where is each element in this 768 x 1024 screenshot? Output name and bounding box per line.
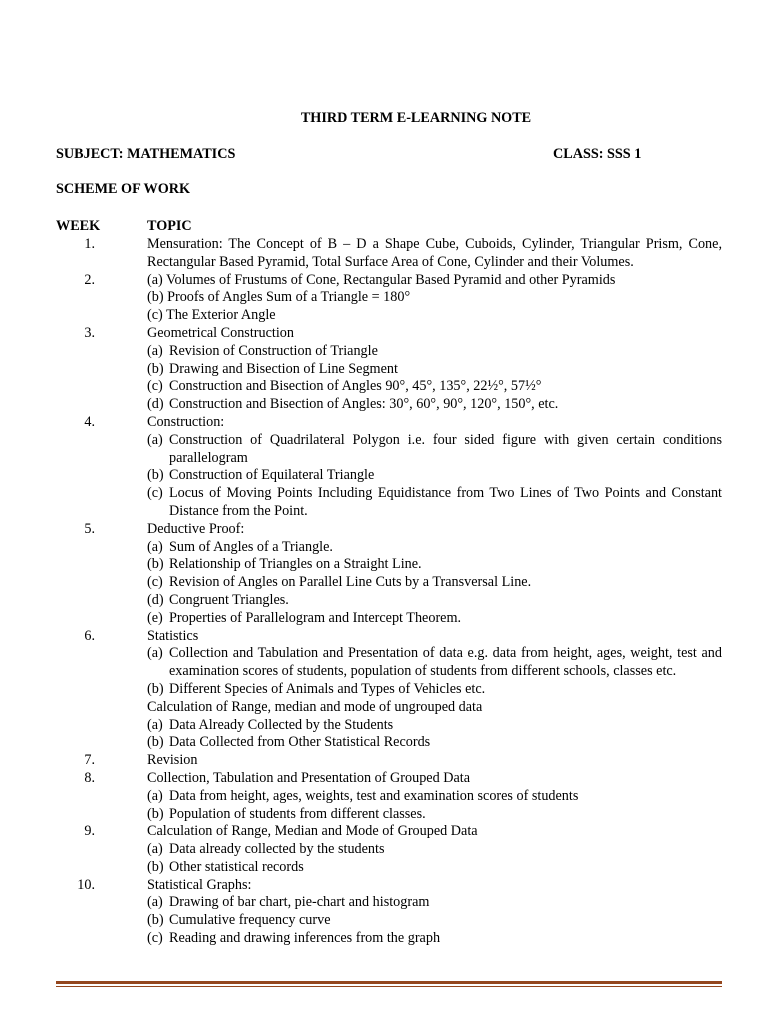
subtopic-text: Population of students from different classes.	[169, 805, 426, 822]
subtopic-marker: (b)	[147, 734, 164, 751]
subtopic-marker: (b)	[147, 467, 164, 484]
subtopic-text: Collection and Tabulation and Presentation of data e.g. data from height, ages, weight, test and examination scores of students, population of students from different schools, classes etc.	[169, 645, 722, 680]
week-topic	[147, 521, 722, 628]
subtopic-text: Construction and Bisection of Angles: 30°, 60°, 90°, 120°, 150°, etc.	[169, 396, 559, 413]
subtopic-item	[147, 841, 722, 859]
subtopic-marker: (b)	[147, 858, 164, 875]
week-number: 4.	[84, 413, 95, 430]
subtopic-text: Congruent Triangles.	[169, 591, 289, 608]
subtopic-item	[147, 930, 722, 948]
week-topic	[147, 236, 722, 272]
subtopic-item	[147, 343, 722, 361]
week-row	[56, 752, 722, 770]
week-number: 9.	[84, 823, 95, 840]
subtopic-item	[147, 894, 722, 912]
subtopic-text: Relationship of Triangles on a Straight Line.	[169, 556, 422, 573]
subtopic-item	[147, 734, 722, 752]
subtopic-item	[147, 912, 722, 930]
week-topic	[147, 272, 722, 325]
subtopic-text: Revision of Construction of Triangle	[169, 342, 378, 359]
week-topic	[147, 752, 722, 770]
week-row	[56, 272, 722, 325]
week-number: 10.	[77, 876, 95, 893]
subtopic-marker: (d)	[147, 591, 164, 608]
subtopic-text: Locus of Moving Points Including Equidistance from Two Lines of Two Points and Constant Distance from the Point.	[169, 485, 722, 519]
subtopic-item	[147, 396, 722, 414]
week-row	[56, 414, 722, 521]
week-row	[56, 325, 722, 414]
week-number: 1.	[84, 236, 95, 252]
subtopic-text: Cumulative frequency curve	[169, 912, 331, 929]
subtopic-marker: (b)	[147, 360, 164, 377]
week-number: 8.	[84, 769, 95, 786]
topic-heading: Statistical Graphs:	[147, 876, 252, 893]
subtopic-text: Drawing and Bisection of Line Segment	[169, 360, 398, 377]
subtopic-text: Construction and Bisection of Angles 90°, 45°, 135°, 22½°, 57½°	[169, 378, 542, 395]
subtopic-item	[147, 788, 722, 806]
week-column-header: WEEK	[56, 218, 101, 234]
subtopic-item	[147, 378, 722, 396]
subtopic-marker: (c)	[147, 485, 163, 502]
subtopic-item	[147, 610, 722, 628]
subtopic-marker: (c)	[147, 930, 163, 947]
scheme-heading: SCHEME OF WORK	[56, 181, 191, 197]
subtopic-item	[147, 467, 722, 485]
subtopic-item	[147, 717, 722, 735]
subtopic-item	[147, 556, 722, 574]
subtopic-marker: (b)	[147, 805, 164, 822]
subtopic-text: Properties of Parallelogram and Intercept Theorem.	[169, 609, 462, 626]
footer-divider-thin	[56, 986, 722, 987]
subtopic-marker: (c)	[147, 378, 163, 395]
class-label: CLASS: SSS 1	[553, 146, 642, 162]
subject-label: SUBJECT: MATHEMATICS	[56, 146, 236, 162]
subtopic-marker: (a)	[147, 645, 163, 662]
topic-column-header: TOPIC	[147, 218, 192, 234]
week-number: 7.	[84, 752, 95, 769]
subtopic-marker: (a)	[147, 431, 163, 448]
subtopic-marker: (b)	[147, 912, 164, 929]
week-topic	[147, 325, 722, 414]
subtopic-item	[147, 361, 722, 379]
subtopic-marker: (a)	[147, 342, 163, 359]
week-topic	[147, 877, 722, 948]
subtopic-text: Construction of Quadrilateral Polygon i.e. four sided figure with given certain conditions parallelogram	[169, 431, 722, 466]
subtopic-text: Reading and drawing inferences from the graph	[169, 930, 441, 947]
subtopic-marker: (b)	[147, 556, 164, 573]
subtopic-marker: (a)	[147, 538, 163, 555]
subtopic-text: Data Collected from Other Statistical Records	[169, 734, 431, 751]
subtopic-item	[147, 592, 722, 610]
week-row	[56, 823, 722, 876]
week-row	[56, 236, 722, 272]
subtopic-item	[147, 806, 722, 824]
subtopic-text: Revision of Angles on Parallel Line Cuts by a Transversal Line.	[169, 574, 532, 591]
subtopic-item	[147, 432, 722, 468]
subtopic-marker: (e)	[147, 609, 163, 626]
week-number: 2.	[84, 271, 95, 288]
week-row	[56, 628, 722, 753]
subtopic-item	[147, 485, 722, 521]
subtopic-marker: (a)	[147, 841, 163, 858]
topic-heading: Collection, Tabulation and Presentation of Grouped Data	[147, 769, 471, 786]
subtopic-text: Data from height, ages, weights, test and examination scores of students	[169, 787, 579, 804]
subtopic-item	[147, 681, 722, 699]
subtopic-marker: (d)	[147, 396, 164, 413]
topic-heading: Calculation of Range, Median and Mode of Grouped Data	[147, 823, 478, 840]
subtopic-item	[147, 574, 722, 592]
week-topic	[147, 770, 722, 823]
week-topic	[147, 414, 722, 521]
footer-divider	[56, 981, 722, 984]
topic-line: (c) The Exterior Angle	[147, 307, 276, 324]
subtopic-text: Drawing of bar chart, pie-chart and histogram	[169, 894, 430, 911]
subtopic-item	[147, 859, 722, 877]
week-topic	[147, 823, 722, 876]
week-row	[56, 521, 722, 628]
week-number: 3.	[84, 324, 95, 341]
topic-heading: Deductive Proof:	[147, 520, 245, 537]
topic-line: (b) Proofs of Angles Sum of a Triangle = 180°	[147, 289, 411, 306]
topic-heading: Revision	[147, 752, 198, 769]
week-number: 6.	[84, 627, 95, 644]
subtopic-item	[147, 539, 722, 557]
subtopic-item	[147, 645, 722, 681]
topic-heading: Geometrical Construction	[147, 324, 294, 341]
subtopic-text: Other statistical records	[169, 858, 304, 875]
subtopic-text: Sum of Angles of a Triangle.	[169, 538, 333, 555]
topic-heading: Construction:	[147, 413, 225, 430]
week-row	[56, 877, 722, 948]
subtopic-marker: (a)	[147, 787, 163, 804]
week-number: 5.	[84, 520, 95, 537]
subtopic-text: Different Species of Animals and Types of Vehicles etc.	[169, 680, 486, 697]
scheme-of-work-list	[56, 236, 722, 948]
topic-line: (a) Volumes of Frustums of Cone, Rectangular Based Pyramid and other Pyramids	[147, 271, 616, 288]
week-topic	[147, 628, 722, 753]
subtopic-marker: (a)	[147, 894, 163, 911]
topic-subheading: Calculation of Range, median and mode of ungrouped data	[147, 698, 483, 715]
subtopic-text: Construction of Equilateral Triangle	[169, 467, 375, 484]
subtopic-text: Data already collected by the students	[169, 841, 385, 858]
subtopic-text: Data Already Collected by the Students	[169, 716, 394, 733]
document-title: THIRD TERM E-LEARNING NOTE	[300, 110, 532, 126]
topic-heading: Statistics	[147, 627, 199, 644]
subtopic-marker: (a)	[147, 716, 163, 733]
subtopic-marker: (b)	[147, 680, 164, 697]
subtopic-marker: (c)	[147, 574, 163, 591]
week-row	[56, 770, 722, 823]
topic-line: Mensuration: The Concept of B – D a Shape Cube, Cuboids, Cylinder, Triangular Prism, Cone, Rectangular Based Pyramid, Total Surface Area of Cone, Cylinder and their Volumes.	[147, 236, 722, 270]
